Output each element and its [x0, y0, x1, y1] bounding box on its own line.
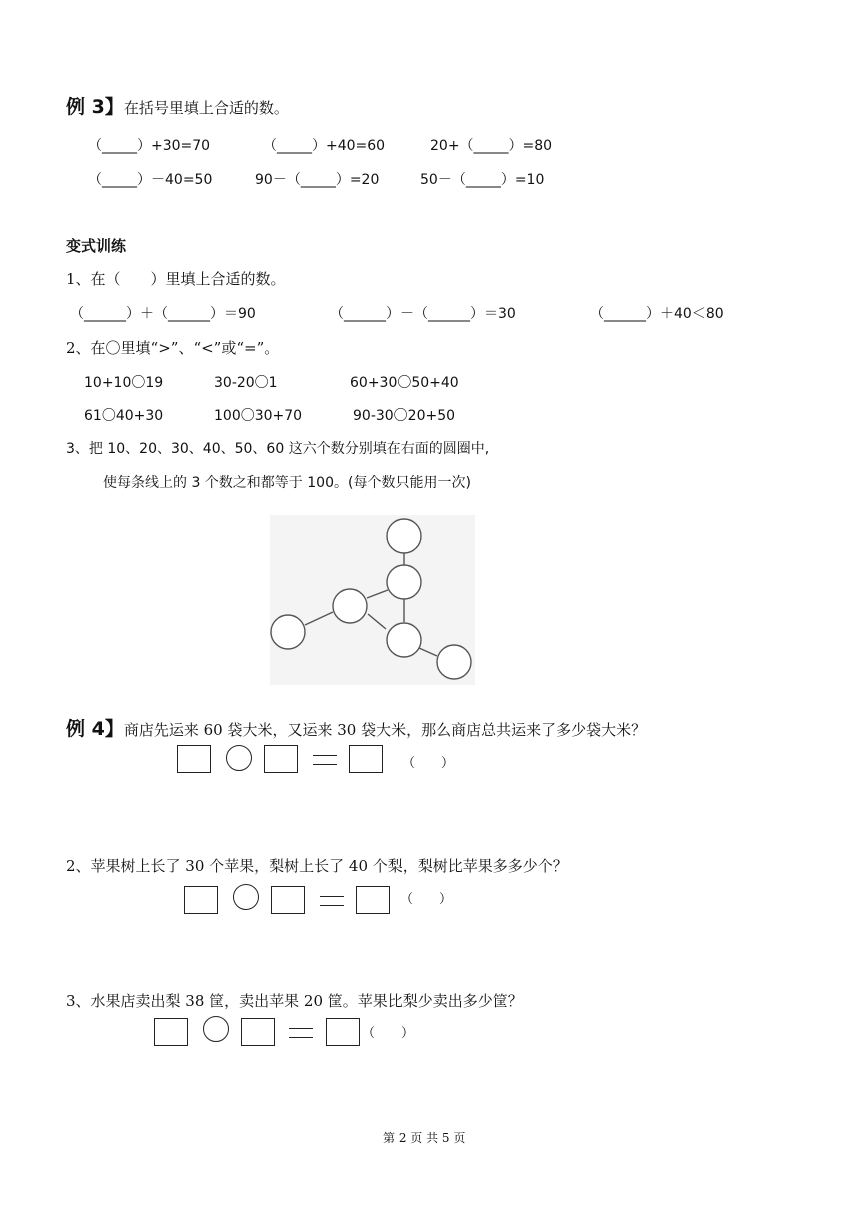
answer-box[interactable] [349, 745, 383, 773]
diagram-circle [271, 615, 305, 649]
answer-box[interactable] [271, 886, 305, 914]
practice-q2: 2、在〇里填“>”、“<”或“=”。 [66, 339, 280, 357]
diagram-line [419, 648, 437, 656]
diagram-line [305, 612, 333, 625]
answer-box[interactable] [356, 886, 390, 914]
answer-box[interactable] [326, 1018, 360, 1046]
practice-q1: 1、在（ ）里填上合适的数。 [66, 270, 286, 288]
unit-parenthesis[interactable]: （ ） [402, 756, 455, 771]
unit-parenthesis[interactable]: （ ） [362, 1026, 415, 1041]
diagram-line [367, 590, 388, 598]
question-apple: 2、苹果树上长了 30 个苹果，梨树上长了 40 个梨，梨树比苹果多多少个？ [66, 857, 568, 875]
answer-box[interactable] [154, 1018, 188, 1046]
ex3-item: （_____）－40=50 [88, 172, 213, 188]
diagram-circle [387, 623, 421, 657]
practice-q2-item: 60+30〇50+40 [350, 375, 459, 391]
operator-circle[interactable] [203, 1016, 229, 1042]
practice-q1-item: （______）＋（______）＝90 [70, 306, 256, 322]
practice-title: 变式训练 [66, 237, 127, 255]
practice-q1-item: （______）－（______）＝30 [330, 306, 516, 322]
practice-q3-line1: 3、把 10、20、30、40、50、60 这六个数分别填在右面的圆圈中, [66, 441, 490, 457]
diagram-circle [333, 589, 367, 623]
page-footer: 第 2 页 共 5 页 [383, 1131, 466, 1145]
ex3-item: 90－（_____）=20 [255, 172, 380, 188]
example-4-label: 例 4】 [66, 718, 124, 740]
practice-q3-line2: 使每条线上的 3 个数之和都等于 100。(每个数只能用一次) [103, 475, 471, 491]
example-4-prompt: 商店先运来 60 袋大米，又运来 30 袋大米，那么商店总共运来了多少袋大米？ [123, 721, 647, 739]
diagram-circle [387, 519, 421, 553]
practice-q2-item: 90-30〇20+50 [353, 408, 456, 424]
answer-box[interactable] [177, 745, 211, 773]
practice-q2-item: 61〇40+30 [84, 408, 164, 424]
unit-parenthesis[interactable]: （ ） [400, 892, 453, 907]
operator-circle[interactable] [233, 884, 259, 910]
ex3-item: （_____）+40=60 [263, 138, 386, 154]
practice-q2-item: 100〇30+70 [214, 408, 303, 424]
ex3-item: 50－（_____）=10 [420, 172, 545, 188]
diagram-circle [387, 565, 421, 599]
practice-q2-item: 30-20〇1 [214, 375, 278, 391]
operator-circle[interactable] [226, 745, 252, 771]
answer-box[interactable] [184, 886, 218, 914]
ex3-item: 20+（_____）=80 [430, 138, 553, 154]
diagram-background [270, 515, 475, 685]
practice-q1-item: （______）＋40＜80 [590, 306, 724, 322]
practice-q2-item: 10+10〇19 [84, 375, 164, 391]
diagram-line [368, 614, 386, 629]
example-3-label: 例 3】 [66, 96, 124, 118]
diagram-circle [437, 645, 471, 679]
ex3-item: （_____）+30=70 [88, 138, 211, 154]
question-fruit-shop: 3、水果店卖出梨 38 筐，卖出苹果 20 筐。苹果比梨少卖出多少筐？ [66, 992, 523, 1010]
example-3 [66, 92, 289, 119]
equals-sign [313, 755, 337, 765]
example-3-prompt: 在括号里填上合适的数。 [123, 99, 289, 117]
equals-sign [289, 1028, 313, 1038]
answer-box[interactable] [264, 745, 298, 773]
answer-box[interactable] [241, 1018, 275, 1046]
equals-sign [320, 896, 344, 906]
example-4 [66, 714, 646, 741]
